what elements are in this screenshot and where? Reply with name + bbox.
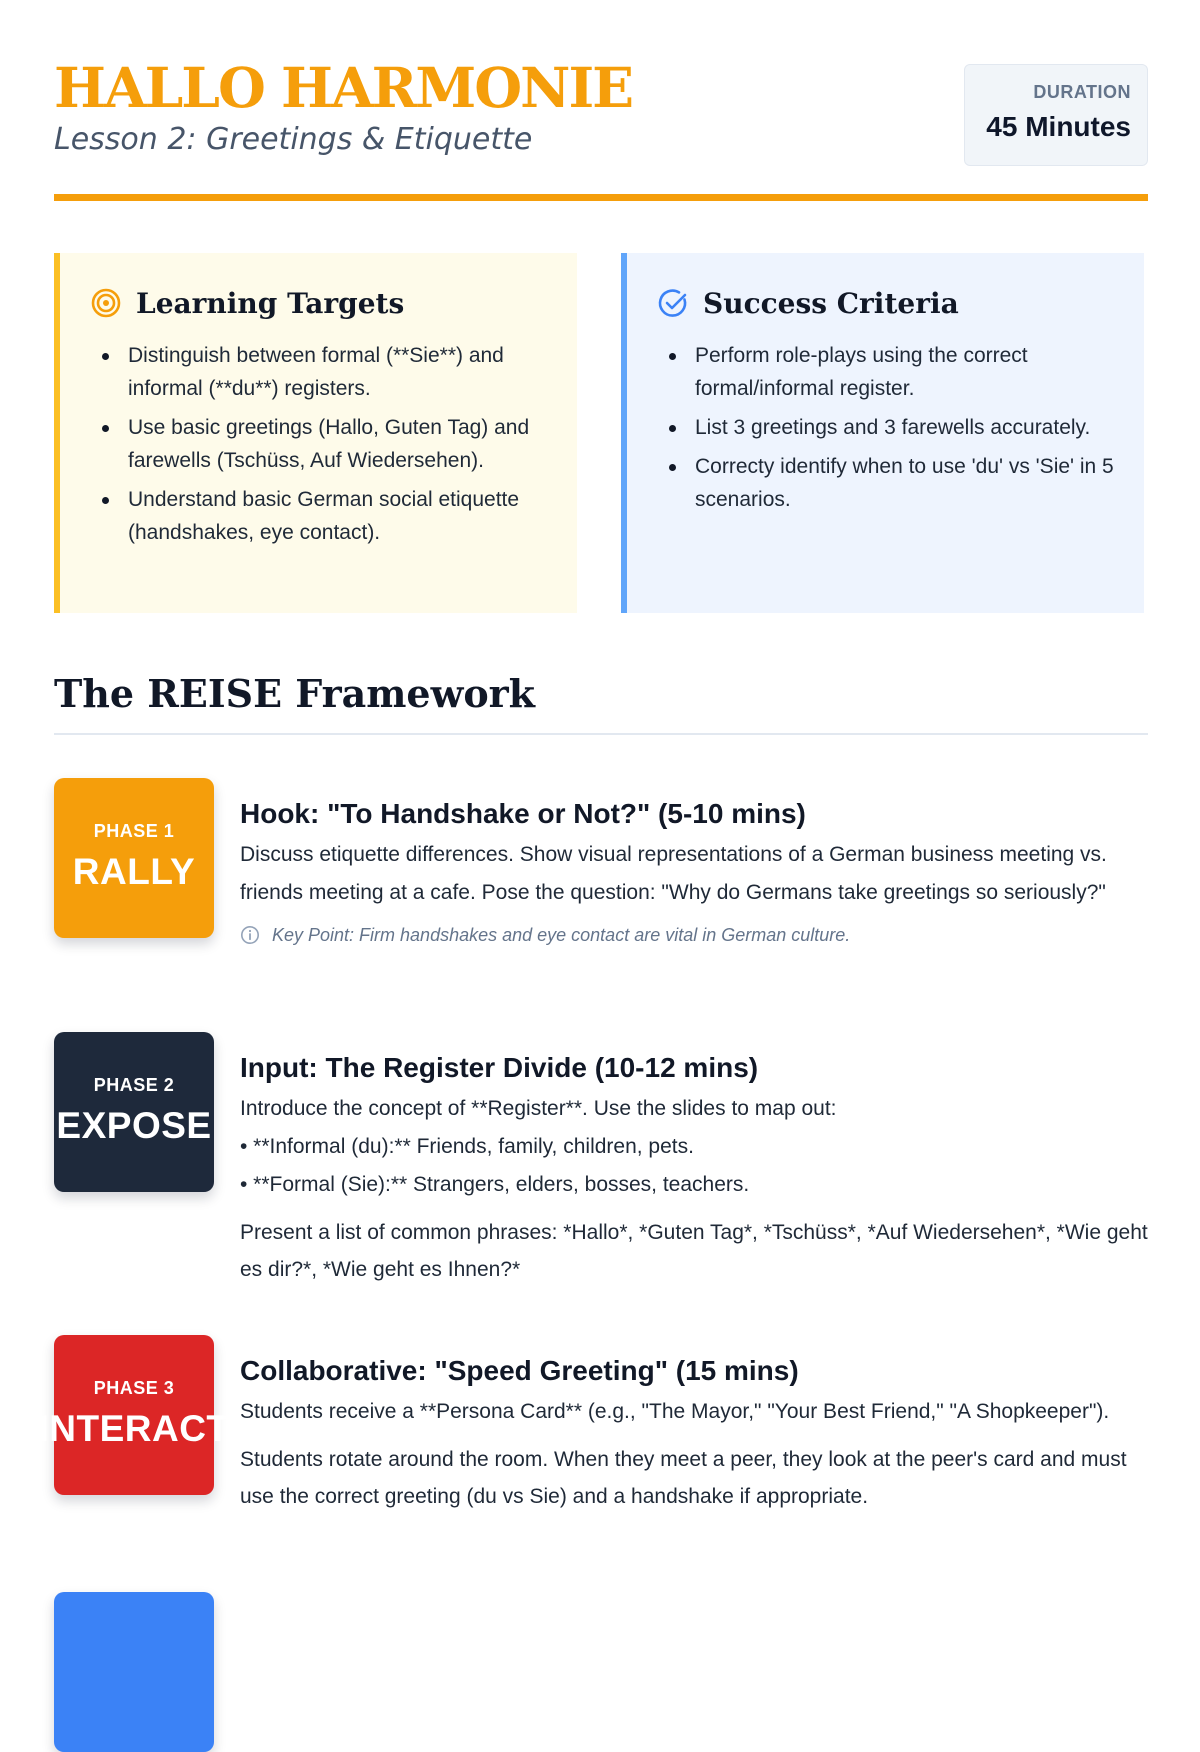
phase-number: PHASE 1 <box>93 821 175 841</box>
phase-number: PHASE 3 <box>93 1378 175 1398</box>
phase-title: Input: The Register Divide (10-12 mins) <box>240 1052 759 1083</box>
check-circle-icon <box>657 287 689 319</box>
phase-name: EXPOSE <box>56 1105 212 1146</box>
target-icon <box>90 287 122 319</box>
info-icon <box>240 925 260 945</box>
phase-description: Students rotate around the room. When they meet a peer, they look at the peer's card and must use the correct greeting (du vs Sie) and a handshake if appropriate. <box>240 1448 1127 1508</box>
learning-targets-header <box>90 283 551 323</box>
lesson-header <box>54 56 1148 202</box>
learning-targets-title: Learning Targets <box>136 286 405 320</box>
list-item: Correcty identify when to use 'du' vs 'Sie' in 5 scenarios. <box>669 450 1118 516</box>
learning-targets-list <box>90 339 551 549</box>
page-title: HALLO HARMONIE <box>54 55 633 120</box>
list-item: List 3 greetings and 3 farewells accurately. <box>669 411 1118 444</box>
phrases-paragraph: Present a list of common phrases: *Hallo*, *Guten Tag*, *Tschüss*, *Auf Wiedersehen*, *Wie geht es dir?*, *Wie geht es Ihnen?* <box>240 1221 1148 1281</box>
phase-badge <box>54 1592 214 1752</box>
key-point <box>240 922 1148 948</box>
phase-description: Discuss etiquette differences. Show visual representations of a German business meeting vs. friends meeting at a cafe. Pose the question: "Why do Germans take greetings so seriously?" <box>240 843 1107 904</box>
section-divider <box>54 733 1148 735</box>
list-item: Perform role-plays using the correct formal/informal register. <box>669 339 1118 405</box>
list-item: Use basic greetings (Hallo, Guten Tag) and farewells (Tschüss, Auf Wiedersehen). <box>102 411 551 477</box>
phase-content <box>240 1353 1148 1515</box>
header-divider <box>54 194 1148 201</box>
success-criteria-list <box>657 339 1118 516</box>
list-item: Distinguish between formal (**Sie**) and informal (**du**) registers. <box>102 339 551 405</box>
phase-title: Hook: "To Handshake or Not?" (5-10 mins) <box>240 798 806 829</box>
phase-badge <box>54 1032 214 1192</box>
phase-content <box>240 1050 1148 1288</box>
duration-label: DURATION <box>1033 82 1131 102</box>
phase-description: Students receive a **Persona Card** (e.g., "The Mayor," "Your Best Friend," "A Shopkeeper"). <box>240 1400 1110 1423</box>
duration-box <box>964 64 1148 166</box>
phase-number: PHASE 2 <box>93 1075 175 1095</box>
success-criteria-card <box>621 253 1144 613</box>
success-criteria-header <box>657 283 1118 323</box>
phase-title: Collaborative: "Speed Greeting" (15 mins) <box>240 1355 799 1386</box>
phase-name: INTERACT <box>38 1408 230 1449</box>
phase-badge <box>54 778 214 938</box>
learning-targets-card <box>54 253 577 613</box>
phase-content <box>240 796 1148 948</box>
phase-name: RALLY <box>72 851 196 892</box>
key-point-text: Key Point: Firm handshakes and eye contact are vital in German culture. <box>272 925 851 945</box>
phase-intro: Introduce the concept of **Register**. Use the slides to map out: <box>240 1097 837 1120</box>
duration-value: 45 Minutes <box>986 111 1131 142</box>
bullet-informal: • **Informal (du):** Friends, family, children, pets. <box>240 1135 694 1158</box>
bullet-formal: • **Formal (Sie):** Strangers, elders, bosses, teachers. <box>240 1173 750 1196</box>
list-item: Understand basic German social etiquette (handshakes, eye contact). <box>102 483 551 549</box>
phase-badge <box>38 1335 230 1495</box>
framework-title: The REISE Framework <box>54 671 536 716</box>
success-criteria-title: Success Criteria <box>703 286 959 320</box>
lesson-subtitle: Lesson 2: Greetings & Etiquette <box>54 122 533 157</box>
